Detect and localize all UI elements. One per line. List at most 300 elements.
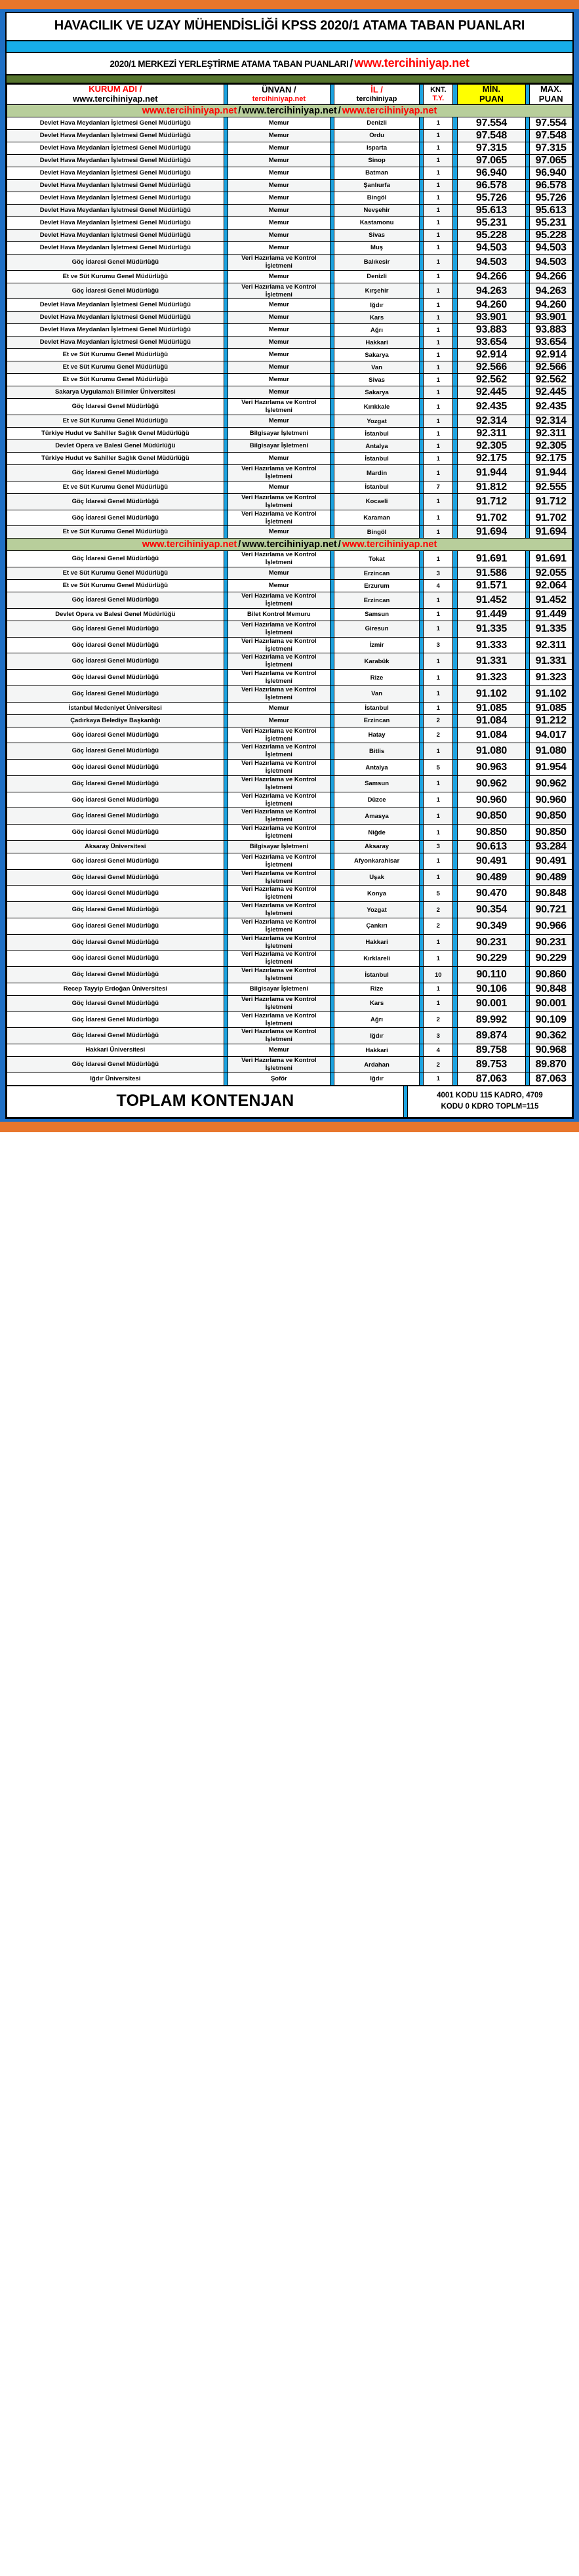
cell-kontenjan: 1 <box>424 526 453 539</box>
header-kontenjan: KNT. T.Y. <box>424 85 453 105</box>
cell-min-puan: 90.229 <box>457 951 526 967</box>
cell-min-puan: 89.874 <box>457 1028 526 1044</box>
cell-il: Sivas <box>334 229 420 241</box>
cell-kontenjan: 1 <box>424 983 453 995</box>
cell-min-puan: 90.962 <box>457 775 526 792</box>
header-max-puan: MAX. PUAN <box>530 85 572 105</box>
table-row <box>7 840 572 853</box>
header-min-puan: MİN. PUAN <box>457 85 526 105</box>
cell-kurum: Göç İdaresi Genel Müdürlüğü <box>7 493 224 510</box>
cell-max-puan: 92.562 <box>530 374 572 386</box>
table-row <box>7 792 572 808</box>
table-row <box>7 349 572 361</box>
cell-min-puan: 93.654 <box>457 337 526 349</box>
cell-kurum: Devlet Hava Meydanları İşletmesi Genel Müdürlüğü <box>7 337 224 349</box>
cell-il: Tokat <box>334 551 420 567</box>
cell-kurum: Göç İdaresi Genel Müdürlüğü <box>7 853 224 869</box>
cell-max-puan: 91.702 <box>530 510 572 526</box>
cell-kontenjan: 2 <box>424 1057 453 1073</box>
cell-unvan: Memur <box>228 337 330 349</box>
cell-kontenjan: 2 <box>424 714 453 727</box>
table-row <box>7 399 572 415</box>
cell-max-puan: 91.102 <box>530 685 572 702</box>
cell-max-puan: 92.555 <box>530 481 572 493</box>
cell-kontenjan: 1 <box>424 229 453 241</box>
table-row <box>7 1044 572 1057</box>
cell-min-puan: 90.491 <box>457 853 526 869</box>
table-row <box>7 653 572 670</box>
cell-min-puan: 94.266 <box>457 270 526 283</box>
table-row <box>7 592 572 609</box>
cell-max-puan: 94.017 <box>530 727 572 743</box>
cell-kurum: Göç İdaresi Genel Müdürlüğü <box>7 727 224 743</box>
cell-min-puan: 90.106 <box>457 983 526 995</box>
cell-max-puan: 90.229 <box>530 951 572 967</box>
cell-kontenjan: 2 <box>424 918 453 934</box>
cell-kontenjan: 1 <box>424 254 453 270</box>
cell-min-puan: 95.228 <box>457 229 526 241</box>
cell-il: Erzincan <box>334 714 420 727</box>
cell-unvan: Memur <box>228 526 330 539</box>
cell-max-puan: 94.263 <box>530 283 572 299</box>
cell-kurum: Et ve Süt Kurumu Genel Müdürlüğü <box>7 374 224 386</box>
cell-kurum: Et ve Süt Kurumu Genel Müdürlüğü <box>7 567 224 580</box>
cell-il: Muş <box>334 241 420 254</box>
subtitle-site-link[interactable]: www.tercihiniyap.net <box>354 56 469 70</box>
cell-max-puan: 89.870 <box>530 1057 572 1073</box>
cell-kontenjan: 1 <box>424 241 453 254</box>
header-il: İL / tercihiniyap <box>334 85 420 105</box>
cell-il: Van <box>334 361 420 374</box>
cell-kontenjan: 1 <box>424 670 453 686</box>
cell-kontenjan: 1 <box>424 510 453 526</box>
cell-kurum: Göç İdaresi Genel Müdürlüğü <box>7 592 224 609</box>
cell-max-puan: 92.445 <box>530 386 572 399</box>
cell-min-puan: 91.335 <box>457 621 526 637</box>
cell-unvan: Memur <box>228 167 330 179</box>
cell-unvan: Veri Hazırlama ve Kontrol İşletmeni <box>228 637 330 653</box>
cell-min-puan: 91.084 <box>457 727 526 743</box>
cell-unvan: Memur <box>228 1044 330 1057</box>
cell-max-puan: 90.850 <box>530 825 572 841</box>
cell-kurum: Devlet Hava Meydanları İşletmesi Genel Müdürlüğü <box>7 179 224 192</box>
cell-min-puan: 92.914 <box>457 349 526 361</box>
cell-kontenjan: 1 <box>424 621 453 637</box>
cell-kontenjan: 1 <box>424 951 453 967</box>
cell-min-puan: 92.305 <box>457 440 526 453</box>
cell-il: Batman <box>334 167 420 179</box>
cell-il: Kırıkkale <box>334 399 420 415</box>
cell-il: İstanbul <box>334 453 420 465</box>
cell-il: Iğdır <box>334 1028 420 1044</box>
cell-kurum: Göç İdaresi Genel Müdürlüğü <box>7 551 224 567</box>
cell-kurum: Göç İdaresi Genel Müdürlüğü <box>7 743 224 760</box>
cell-kontenjan: 3 <box>424 567 453 580</box>
cell-max-puan: 91.212 <box>530 714 572 727</box>
table-row <box>7 685 572 702</box>
cell-unvan: Bilgisayar İşletmeni <box>228 440 330 453</box>
table-row <box>7 241 572 254</box>
cell-unvan: Veri Hazırlama ve Kontrol İşletmeni <box>228 551 330 567</box>
cell-kontenjan: 5 <box>424 760 453 776</box>
cell-max-puan: 90.491 <box>530 853 572 869</box>
table-row <box>7 621 572 637</box>
cell-unvan: Memur <box>228 580 330 592</box>
cell-unvan: Veri Hazırlama ve Kontrol İşletmeni <box>228 886 330 902</box>
cell-min-puan: 90.960 <box>457 792 526 808</box>
cell-max-puan: 90.860 <box>530 967 572 983</box>
cell-il: Amasya <box>334 808 420 825</box>
table-row <box>7 918 572 934</box>
cell-min-puan: 91.944 <box>457 465 526 481</box>
cell-min-puan: 92.175 <box>457 453 526 465</box>
cell-min-puan: 91.694 <box>457 526 526 539</box>
cell-kontenjan: 10 <box>424 967 453 983</box>
cell-kontenjan: 1 <box>424 312 453 324</box>
cell-kontenjan: 5 <box>424 886 453 902</box>
cell-kurum: Et ve Süt Kurumu Genel Müdürlüğü <box>7 361 224 374</box>
table-row <box>7 142 572 154</box>
cell-min-puan: 94.503 <box>457 241 526 254</box>
cell-kontenjan: 1 <box>424 117 453 129</box>
cell-unvan: Veri Hazırlama ve Kontrol İşletmeni <box>228 510 330 526</box>
table-row <box>7 714 572 727</box>
cell-unvan: Memur <box>228 179 330 192</box>
cell-il: Ordu <box>334 129 420 142</box>
cell-kontenjan: 1 <box>424 349 453 361</box>
cell-kurum: Göç İdaresi Genel Müdürlüğü <box>7 1057 224 1073</box>
cell-il: Mardin <box>334 465 420 481</box>
cell-unvan: Memur <box>228 129 330 142</box>
cell-kurum: Devlet Hava Meydanları İşletmesi Genel Müdürlüğü <box>7 204 224 216</box>
cell-il: Rize <box>334 983 420 995</box>
table-row <box>7 743 572 760</box>
cell-il: Hatay <box>334 727 420 743</box>
cell-min-puan: 95.613 <box>457 204 526 216</box>
cell-min-puan: 92.566 <box>457 361 526 374</box>
cell-il: Bitlis <box>334 743 420 760</box>
cell-max-puan: 92.314 <box>530 415 572 428</box>
cell-max-puan: 91.452 <box>530 592 572 609</box>
table-row <box>7 229 572 241</box>
cell-min-puan: 91.712 <box>457 493 526 510</box>
cell-il: Sivas <box>334 374 420 386</box>
cell-unvan: Veri Hazırlama ve Kontrol İşletmeni <box>228 1057 330 1073</box>
cell-il: Şanlıurfa <box>334 179 420 192</box>
promo-banner-row <box>7 104 572 117</box>
table-row <box>7 951 572 967</box>
subtitle-slash: / <box>349 57 353 70</box>
cell-kontenjan: 1 <box>424 167 453 179</box>
promo-slash-right: / <box>338 539 341 550</box>
cell-min-puan: 97.065 <box>457 154 526 167</box>
cell-kurum: Göç İdaresi Genel Müdürlüğü <box>7 918 224 934</box>
cell-unvan: Veri Hazırlama ve Kontrol İşletmeni <box>228 465 330 481</box>
cell-kurum: Et ve Süt Kurumu Genel Müdürlüğü <box>7 349 224 361</box>
table-row <box>7 1012 572 1028</box>
cell-kontenjan: 1 <box>424 337 453 349</box>
cell-kontenjan: 1 <box>424 415 453 428</box>
cell-kurum: Göç İdaresi Genel Müdürlüğü <box>7 254 224 270</box>
cell-min-puan: 90.110 <box>457 967 526 983</box>
cell-kurum: Iğdır Üniversitesi <box>7 1073 224 1085</box>
table-row <box>7 453 572 465</box>
cell-max-puan: 91.712 <box>530 493 572 510</box>
cell-min-puan: 91.452 <box>457 592 526 609</box>
promo-slash-left: / <box>238 105 241 116</box>
cell-unvan: Veri Hazırlama ve Kontrol İşletmeni <box>228 869 330 886</box>
cell-kontenjan: 1 <box>424 869 453 886</box>
cell-max-puan: 92.175 <box>530 453 572 465</box>
table-row <box>7 1028 572 1044</box>
cell-unvan: Bilgisayar İşletmeni <box>228 840 330 853</box>
table-row <box>7 551 572 567</box>
cell-unvan: Veri Hazırlama ve Kontrol İşletmeni <box>228 1012 330 1028</box>
table-row <box>7 324 572 337</box>
cell-kontenjan: 1 <box>424 702 453 714</box>
cell-kurum: Çadırkaya Belediye Başkanlığı <box>7 714 224 727</box>
cell-unvan: Veri Hazırlama ve Kontrol İşletmeni <box>228 853 330 869</box>
cell-min-puan: 87.063 <box>457 1073 526 1085</box>
cell-max-puan: 91.331 <box>530 653 572 670</box>
cell-il: Ağrı <box>334 324 420 337</box>
cell-kontenjan: 1 <box>424 592 453 609</box>
cell-min-puan: 91.333 <box>457 637 526 653</box>
cell-unvan: Memur <box>228 216 330 229</box>
table-row <box>7 361 572 374</box>
cell-kontenjan: 2 <box>424 727 453 743</box>
cell-kontenjan: 1 <box>424 192 453 204</box>
cell-min-puan: 91.080 <box>457 743 526 760</box>
table-row <box>7 1057 572 1073</box>
cell-max-puan: 92.311 <box>530 637 572 653</box>
cell-unvan: Memur <box>228 154 330 167</box>
cell-unvan: Memur <box>228 241 330 254</box>
cell-min-puan: 91.571 <box>457 580 526 592</box>
cell-kurum: Göç İdaresi Genel Müdürlüğü <box>7 951 224 967</box>
cell-kurum: Göç İdaresi Genel Müdürlüğü <box>7 637 224 653</box>
cell-unvan: Memur <box>228 453 330 465</box>
cell-kurum: Devlet Opera ve Balesi Genel Müdürlüğü <box>7 608 224 621</box>
cell-max-puan: 91.694 <box>530 526 572 539</box>
cell-il: Hakkari <box>334 337 420 349</box>
cell-il: Karabük <box>334 653 420 670</box>
cell-min-puan: 91.085 <box>457 702 526 714</box>
cell-kontenjan: 1 <box>424 154 453 167</box>
cell-kurum: Göç İdaresi Genel Müdürlüğü <box>7 967 224 983</box>
cell-kurum: Devlet Hava Meydanları İşletmesi Genel Müdürlüğü <box>7 192 224 204</box>
cell-min-puan: 91.586 <box>457 567 526 580</box>
cell-kurum: Göç İdaresi Genel Müdürlüğü <box>7 934 224 951</box>
cell-kurum: Devlet Hava Meydanları İşletmesi Genel Müdürlüğü <box>7 167 224 179</box>
table-row <box>7 670 572 686</box>
cell-min-puan: 96.940 <box>457 167 526 179</box>
cell-kontenjan: 1 <box>424 465 453 481</box>
cell-max-puan: 93.901 <box>530 312 572 324</box>
cell-il: Bingöl <box>334 526 420 539</box>
cell-min-puan: 90.231 <box>457 934 526 951</box>
cell-unvan: Memur <box>228 714 330 727</box>
cell-unvan: Memur <box>228 349 330 361</box>
cell-il: Iğdır <box>334 299 420 312</box>
cell-unvan: Memur <box>228 299 330 312</box>
cell-min-puan: 90.850 <box>457 825 526 841</box>
promo-banner-row <box>7 539 572 551</box>
table-row <box>7 567 572 580</box>
table-row <box>7 337 572 349</box>
cell-kurum: Devlet Hava Meydanları İşletmesi Genel Müdürlüğü <box>7 229 224 241</box>
cell-unvan: Memur <box>228 386 330 399</box>
cell-kontenjan: 1 <box>424 299 453 312</box>
promo-link-mid: www.tercihiniyap.net <box>242 105 337 116</box>
cell-max-puan: 91.335 <box>530 621 572 637</box>
cell-kontenjan: 1 <box>424 792 453 808</box>
cell-max-puan: 92.311 <box>530 428 572 440</box>
cell-max-puan: 92.566 <box>530 361 572 374</box>
cell-min-puan: 93.883 <box>457 324 526 337</box>
header-kurum: KURUM ADI / www.tercihiniyap.net <box>7 85 224 105</box>
cell-unvan: Veri Hazırlama ve Kontrol İşletmeni <box>228 254 330 270</box>
cell-unvan: Memur <box>228 312 330 324</box>
cell-unvan: Veri Hazırlama ve Kontrol İşletmeni <box>228 792 330 808</box>
cell-kontenjan: 1 <box>424 129 453 142</box>
cell-unvan: Veri Hazırlama ve Kontrol İşletmeni <box>228 967 330 983</box>
cell-unvan: Memur <box>228 374 330 386</box>
cell-kurum: Sakarya Uygulamalı Bilimler Üniversitesi <box>7 386 224 399</box>
table-row <box>7 299 572 312</box>
cell-kurum: Göç İdaresi Genel Müdürlüğü <box>7 510 224 526</box>
cell-max-puan: 93.284 <box>530 840 572 853</box>
cell-il: İstanbul <box>334 428 420 440</box>
cell-min-puan: 89.992 <box>457 1012 526 1028</box>
top-orange-bar <box>0 0 579 9</box>
cell-kurum: Göç İdaresi Genel Müdürlüğü <box>7 465 224 481</box>
cell-kontenjan: 1 <box>424 283 453 299</box>
cell-kontenjan: 1 <box>424 551 453 567</box>
cell-min-puan: 94.263 <box>457 283 526 299</box>
cell-kontenjan: 4 <box>424 580 453 592</box>
cell-il: Ardahan <box>334 1057 420 1073</box>
cell-max-puan: 97.554 <box>530 117 572 129</box>
cell-unvan: Veri Hazırlama ve Kontrol İşletmeni <box>228 493 330 510</box>
footer-row <box>7 1086 572 1117</box>
cell-unvan: Veri Hazırlama ve Kontrol İşletmeni <box>228 951 330 967</box>
blue-frame <box>0 9 579 1122</box>
content-card <box>5 12 574 1119</box>
cell-unvan: Memur <box>228 142 330 154</box>
table-row <box>7 179 572 192</box>
cell-unvan: Memur <box>228 324 330 337</box>
cell-il: Sinop <box>334 154 420 167</box>
cell-min-puan: 95.231 <box>457 216 526 229</box>
cell-max-puan: 95.726 <box>530 192 572 204</box>
cell-kurum: Türkiye Hudut ve Sahiller Sağlık Genel Müdürlüğü <box>7 428 224 440</box>
cell-max-puan: 95.613 <box>530 204 572 216</box>
cell-max-puan: 90.489 <box>530 869 572 886</box>
page-title: HAVACILIK VE UZAY MÜHENDİSLİĞİ KPSS 2020/1 ATAMA TABAN PUANLARI <box>7 13 572 41</box>
cell-max-puan: 93.883 <box>530 324 572 337</box>
cell-kurum: Göç İdaresi Genel Müdürlüğü <box>7 792 224 808</box>
cell-kurum: Göç İdaresi Genel Müdürlüğü <box>7 283 224 299</box>
table-row <box>7 967 572 983</box>
cell-max-puan: 94.266 <box>530 270 572 283</box>
cell-kurum: Göç İdaresi Genel Müdürlüğü <box>7 621 224 637</box>
bottom-orange-bar <box>0 1122 579 1132</box>
cell-min-puan: 90.001 <box>457 995 526 1012</box>
cell-max-puan: 90.362 <box>530 1028 572 1044</box>
cell-min-puan: 92.435 <box>457 399 526 415</box>
cell-il: Sakarya <box>334 386 420 399</box>
cell-kontenjan: 1 <box>424 825 453 841</box>
cell-unvan: Bilgisayar İşletmeni <box>228 428 330 440</box>
cell-il: Erzincan <box>334 567 420 580</box>
cell-kurum: Göç İdaresi Genel Müdürlüğü <box>7 1012 224 1028</box>
toplam-line-1: 4001 KODU 115 KADRO, 4709 <box>437 1092 543 1100</box>
promo-banner[interactable] <box>7 539 572 551</box>
table-row <box>7 995 572 1012</box>
cell-kurum: Devlet Hava Meydanları İşletmesi Genel Müdürlüğü <box>7 324 224 337</box>
cell-il: Aksaray <box>334 840 420 853</box>
cell-il: Kocaeli <box>334 493 420 510</box>
cell-il: Yozgat <box>334 902 420 918</box>
cell-il: Denizli <box>334 270 420 283</box>
cell-max-puan: 92.305 <box>530 440 572 453</box>
promo-link-right: www.tercihiniyap.net <box>342 105 437 116</box>
cell-max-puan: 91.080 <box>530 743 572 760</box>
table-row <box>7 129 572 142</box>
cell-il: Nevşehir <box>334 204 420 216</box>
cell-il: Rize <box>334 670 420 686</box>
cell-kurum: Göç İdaresi Genel Müdürlüğü <box>7 653 224 670</box>
cell-max-puan: 90.231 <box>530 934 572 951</box>
table-row <box>7 216 572 229</box>
cell-unvan: Veri Hazırlama ve Kontrol İşletmeni <box>228 995 330 1012</box>
cell-min-puan: 92.445 <box>457 386 526 399</box>
cell-kurum: Göç İdaresi Genel Müdürlüğü <box>7 760 224 776</box>
cell-il: Kırşehir <box>334 283 420 299</box>
cell-il: Antalya <box>334 760 420 776</box>
table-row <box>7 283 572 299</box>
subtitle-bar <box>7 53 572 75</box>
table-row <box>7 1073 572 1085</box>
cell-min-puan: 90.470 <box>457 886 526 902</box>
cell-unvan: Veri Hazırlama ve Kontrol İşletmeni <box>228 808 330 825</box>
cell-max-puan: 94.260 <box>530 299 572 312</box>
cell-kurum: Et ve Süt Kurumu Genel Müdürlüğü <box>7 580 224 592</box>
cell-kontenjan: 1 <box>424 361 453 374</box>
cell-min-puan: 95.726 <box>457 192 526 204</box>
promo-banner[interactable] <box>7 104 572 117</box>
cell-kurum: Göç İdaresi Genel Müdürlüğü <box>7 808 224 825</box>
table-row <box>7 637 572 653</box>
table-row <box>7 428 572 440</box>
cell-kurum: Göç İdaresi Genel Müdürlüğü <box>7 902 224 918</box>
cell-il: Denizli <box>334 117 420 129</box>
subtitle-text: 2020/1 MERKEZİ YERLEŞTİRME ATAMA TABAN PUANLARI <box>110 59 349 69</box>
green-divider <box>7 75 572 84</box>
promo-slash-right: / <box>338 105 341 116</box>
cell-kontenjan: 1 <box>424 270 453 283</box>
cell-min-puan: 96.578 <box>457 179 526 192</box>
cell-max-puan: 90.966 <box>530 918 572 934</box>
cell-max-puan: 91.944 <box>530 465 572 481</box>
cell-kurum: Devlet Hava Meydanları İşletmesi Genel Müdürlüğü <box>7 216 224 229</box>
cell-max-puan: 92.914 <box>530 349 572 361</box>
cell-kontenjan: 1 <box>424 808 453 825</box>
cell-kontenjan: 1 <box>424 743 453 760</box>
cell-kontenjan: 1 <box>424 453 453 465</box>
cell-kurum: Göç İdaresi Genel Müdürlüğü <box>7 825 224 841</box>
